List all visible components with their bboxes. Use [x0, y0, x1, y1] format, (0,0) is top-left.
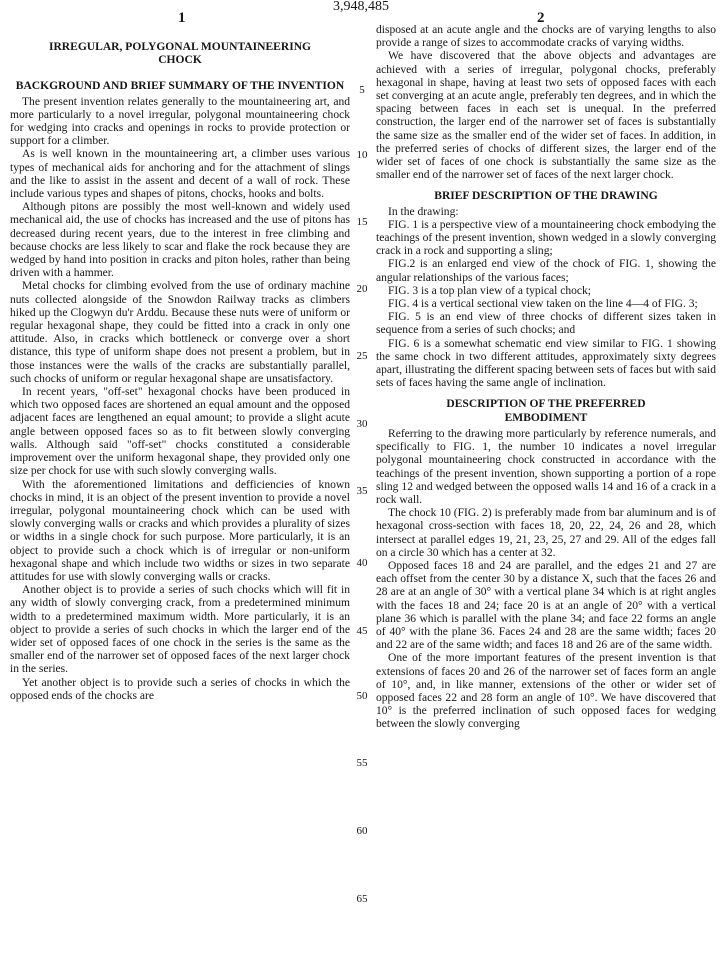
- paragraph: FIG. 6 is a somewhat schematic end view similar to FIG. 1 showing the same chock in two different attitudes, approximately sixty degrees apart, illustrating the different spacing between sets of faces but with said sets of faces having the same angle of inclination.: [376, 337, 716, 390]
- line-number: 55: [356, 757, 368, 769]
- paragraph: As is well known in the mountaineering art, a climber uses various types of mechanical aids for anchoring and for the attachment of slings and the like to assist in the assent and decent of a wall of rock. These include various types and shapes of pitons, chocks, hooks and bolts.: [10, 148, 350, 201]
- paragraph: FIG. 4 is a vertical sectional view taken on the line 4—4 of FIG. 3;: [388, 298, 698, 311]
- line-number: 65: [356, 893, 368, 905]
- paragraph: Metal chocks for climbing evolved from the use of ordinary machine nuts collected alongside of the Snowdon Railway tracks as climbers hiked up the Clogwyn du'r Arddu. Because these nuts were of uniform or regular hexagonal shape, they could be fitted into a crack in only one attitude. Also, in cracks which bottleneck or converge over a short distance, this type of uniform shape does not present a problem, but in those instances were the walls of the cracks are substantially parallel, such chocks of uniform or regular hexagonal shape are unsatisfactory.: [10, 280, 350, 385]
- paragraph: disposed at an acute angle and the chocks are of varying lengths to also provide a range of sizes to accommodate cracks of varying widths.: [376, 24, 716, 50]
- paragraph: The present invention relates generally to the mountaineering art, and more particularly to a novel irregular, polygonal mountaineering chock for wedging into cracks and openings in rocks to provide protection or support for a climber.: [10, 95, 350, 148]
- paragraph: Although pitons are possibly the most well-known and widely used mechanical aid, the use of chocks has increased and the use of pitons has decreased during recent years, due to the interest in free climbing and because chocks are less likely to scar and flake the rock because they are wedged by hand into position in cracks and piton holes, rather than being driven with a hammer.: [10, 201, 350, 280]
- line-number: 50: [356, 690, 368, 702]
- paragraph: We have discovered that the above objects and advantages are achieved with a series of irregular, polygonal chocks, preferably hexagonal in shape, having at least two sets of opposed faces with each set converging at an acute angle, preferably ten degrees, and in which the spacing between faces in each set is unequal. In the preferred construction, the larger end of the narrower set of faces is substantially the same size as the smaller end of the wider set of faces. In addition, in the preferred series of chocks of different sizes, the larger end of the wider set of faces of one chock is substantially the same size as the smaller end of the narrower set of faces of the next larger chock.: [376, 50, 716, 182]
- paragraph: FIG. 5 is an end view of three chocks of different sizes taken in sequence from a series of such chocks; and: [376, 311, 716, 337]
- line-number: 10: [356, 149, 368, 161]
- paragraph: In recent years, "off-set" hexagonal chocks have been produced in which two opposed faces are shortened an equal amount and the opposed adjacent faces are lengthened an equal amount; to provide a slight acute angle between opposed faces so as to fit between slowly converging walls. Although said "off-set" chocks constituted a considerable improvement over the uniform hexagonal shape, they provided only one size per chock for use with such slowly converging walls.: [10, 386, 350, 478]
- paragraph: With the aforementioned limitations and defficiencies of known chocks in mind, it is an object of the present invention to provide a novel irregular, polygonal mountaineering chock which can be used with slowly converging walls or cracks and which provides a plurality of sizes or widths in a single chock for such purpose. More particularly, it is an object to provide such a chock which is of irregular or non-uniform hexagonal shape and which include two widths or sizes in two separate attitudes for use with slowly converging walls or cracks.: [10, 478, 350, 583]
- column-number-right: 2: [537, 10, 545, 26]
- paragraph: The chock 10 (FIG. 2) is preferably made from bar aluminum and is of hexagonal cross-section with faces 18, 20, 22, 24, 26 and 28, which intersect at parallel edges 19, 21, 23, 25, 27 and 29. All of the edges fall on a circle 30 which has a center at 32.: [376, 507, 716, 559]
- paragraph: FIG.2 is an enlarged end view of the chock of FIG. 1, showing the angular relationships of the various faces;: [376, 258, 716, 284]
- paragraph: Opposed faces 18 and 24 are parallel, and the edges 21 and 27 are each offset from the center 30 by a distance X, such that the faces 26 and 28 are at an angle of 30° with a vertical plane 34 which is at right angles with the faces 18 and 24; face 20 is at an angle of 20° with a vertical plane 36 which is parallel with the plane 34; and face 22 forms an angle of 40° with the plane 36. Faces 24 and 28 are the same width; faces 20 and 22 are of the same width; and faces 18 and 26 are of the same width.: [376, 559, 716, 652]
- paragraph: Yet another object is to provide such a series of chocks in which the opposed ends of the chocks are: [10, 676, 350, 702]
- paragraph: FIG. 3 is a top plan view of a typical chock;: [388, 284, 591, 297]
- paragraph: In the drawing:: [388, 205, 459, 218]
- paragraph: Referring to the drawing more particularly by reference numerals, and specifically to FIG. 1, the number 10 indicates a novel irregular polygonal mountaineering chock constructed in accordance with the teachings of the present invention, shown supporting a portion of a rope sling 12 and wedged between the opposed walls 14 and 16 of a crack in a rock wall.: [376, 427, 716, 506]
- drawing-heading: BRIEF DESCRIPTION OF THE DRAWING: [434, 190, 658, 203]
- patent-number: 3,948,485: [333, 0, 389, 14]
- line-number: 35: [356, 485, 368, 497]
- embodiment-heading: DESCRIPTION OF THE PREFERRED EMBODIMENT: [446, 398, 646, 424]
- line-number: 60: [356, 825, 368, 837]
- paragraph: Another object is to provide a series of such chocks which will fit in any width of slowly converging crack, from a predetermined minimum width to a predetermined maximum width. More particularly, it is an object to provide a series of such chocks in which the larger end of the wider set of opposed faces of one chock in the series is the same as the smaller end of the narrower set of opposed faces of the next larger chock in the series.: [10, 584, 350, 676]
- line-number: 45: [356, 625, 368, 637]
- line-number: 25: [356, 350, 368, 362]
- right-column: [376, 24, 716, 732]
- line-number: 30: [356, 418, 368, 430]
- left-column: [10, 24, 350, 703]
- column-number-left: 1: [178, 10, 186, 26]
- line-number: 15: [356, 216, 368, 228]
- paragraph: One of the more important features of the present invention is that extensions of faces 20 and 26 of the narrower set of faces form an angle of 10°, and, in like manner, extensions of the other or wider set of opposed faces 22 and 28 form an angle of 10°. We have discovered that 10° is the preferred inclination of such opposed faces for wedging between the slowly converging: [376, 652, 716, 731]
- background-heading: BACKGROUND AND BRIEF SUMMARY OF THE INVENTION: [15, 80, 345, 93]
- line-number: 5: [359, 84, 365, 96]
- invention-title: IRREGULAR, POLYGONAL MOUNTAINEERING CHOCK: [48, 41, 312, 67]
- line-number: 20: [356, 283, 368, 295]
- line-number: 40: [356, 557, 368, 569]
- paragraph: FIG. 1 is a perspective view of a mountaineering chock embodying the teachings of the present invention, shown wedged in a slowly converging crack in a rock and supporting a sling;: [376, 218, 716, 258]
